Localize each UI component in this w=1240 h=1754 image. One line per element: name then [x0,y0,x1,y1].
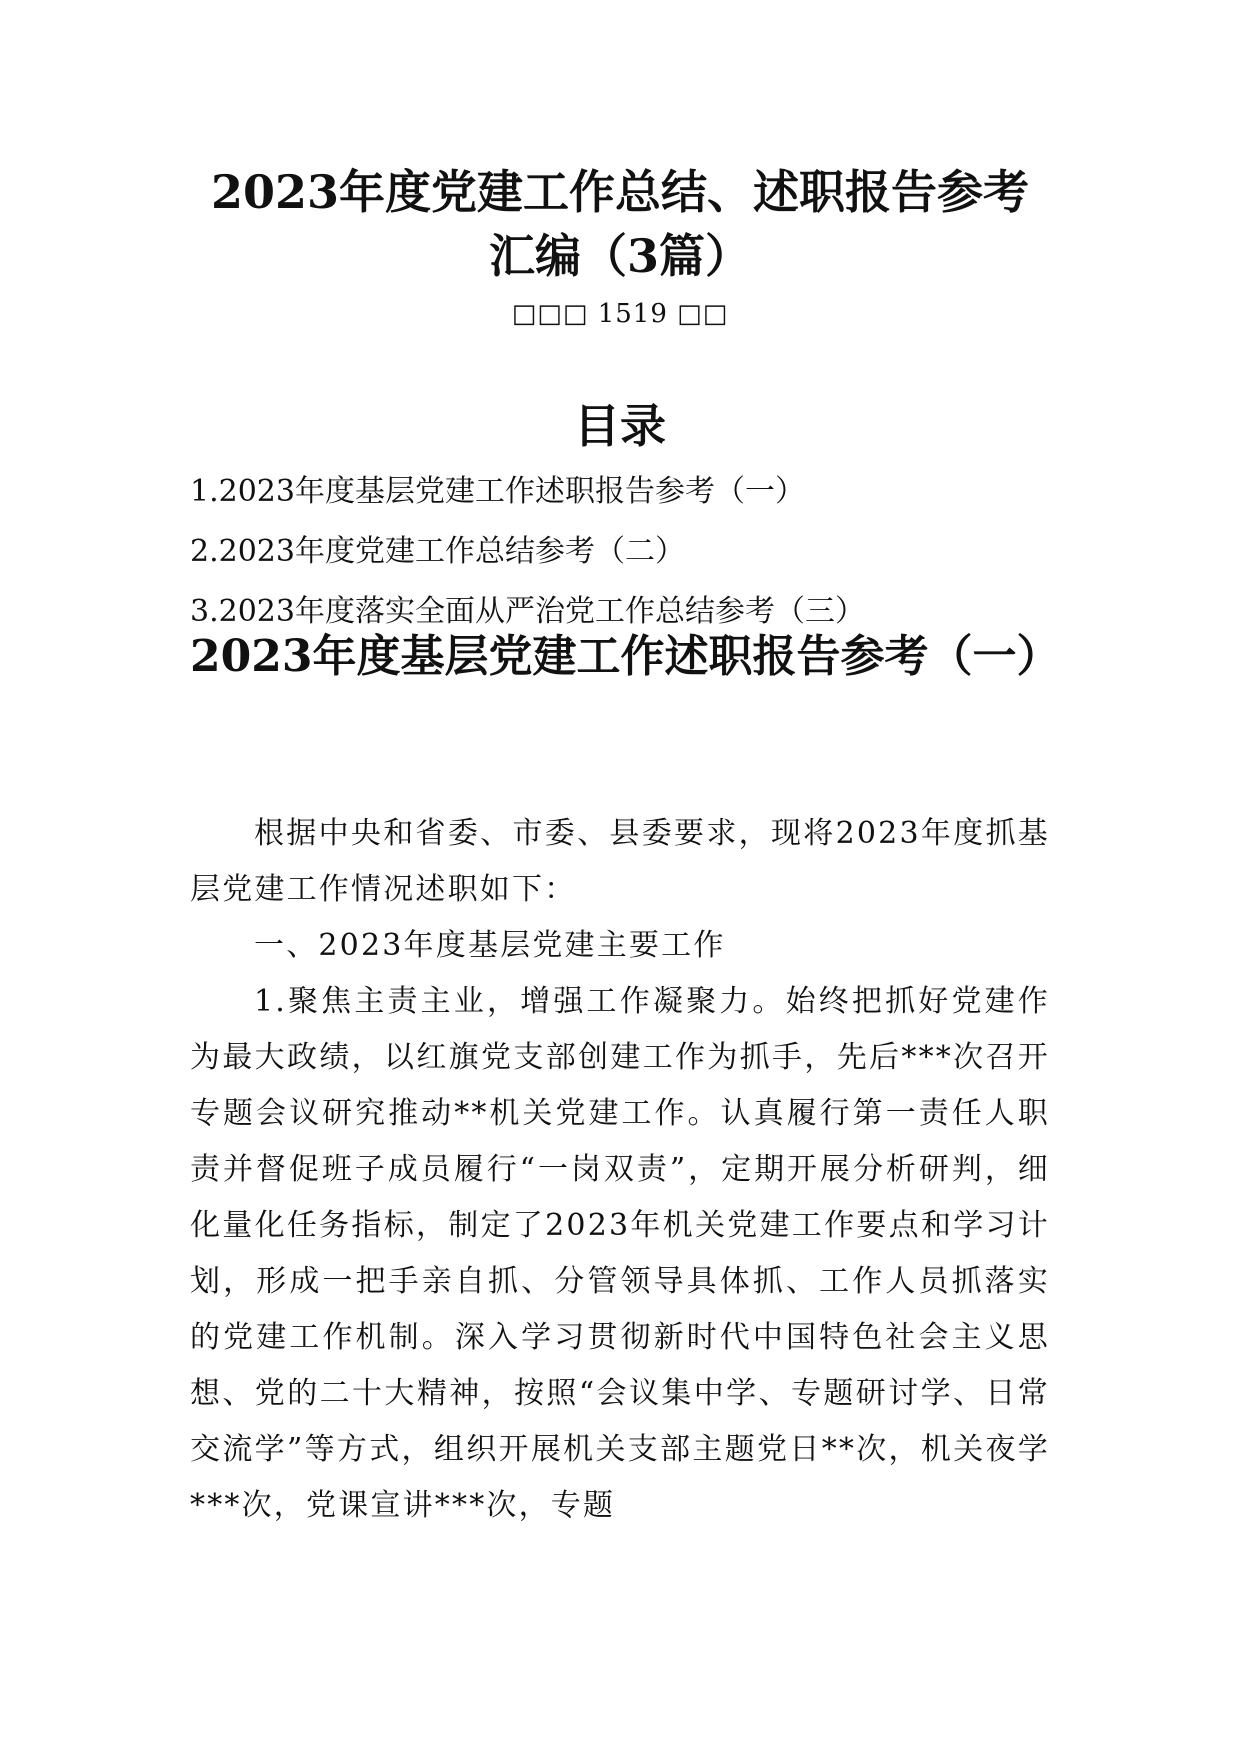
toc-heading: 目录 [574,399,666,453]
toc-item: 1.2023年度基层党建工作述职报告参考（一） [190,474,805,509]
body-paragraph: 一、2023年度基层党建主要工作 [254,928,726,963]
toc-item: 3.2023年度落实全面从严治党工作总结参考（三） [190,594,865,629]
toc-item: 2.2023年度党建工作总结参考（二） [190,534,685,569]
document-title: 2023年度党建工作总结、述职报告参考汇编（3篇） [210,165,1030,283]
section-title: 2023年度基层党建工作述职报告参考（一） [190,631,1061,682]
document-subtitle: □□□ 1519 □□ [511,299,729,329]
table-of-contents [190,462,1070,642]
body-paragraph: 根据中央和省委、市委、县委要求，现将2023年度抓基层党建工作情况述职如下： [190,816,1050,907]
section-body [190,806,1050,1534]
body-paragraph: 1.聚焦主责主业，增强工作凝聚力。始终把抓好党建作为最大政绩，以红旗党支部创建工作为抓手，先后***次召开专题会议研究推动**机关党建工作。认真履行第一责任人职责并督促班子成员履行“一岗双责”，定期开展分析研判，细化量化任务指标，制定了2023年机关党建工作要点和学习计划，形成一把手亲自抓、分管领导具体抓、工作人员抓落实的党建工作机制。深入学习贯彻新时代中国特色社会主义思想、党的二十大精神，按照“会议集中学、专题研讨学、日常交流学”等方式，组织开展机关支部主题党日**次，机关夜学***次，党课宣讲***次，专题 [190,984,1050,1523]
